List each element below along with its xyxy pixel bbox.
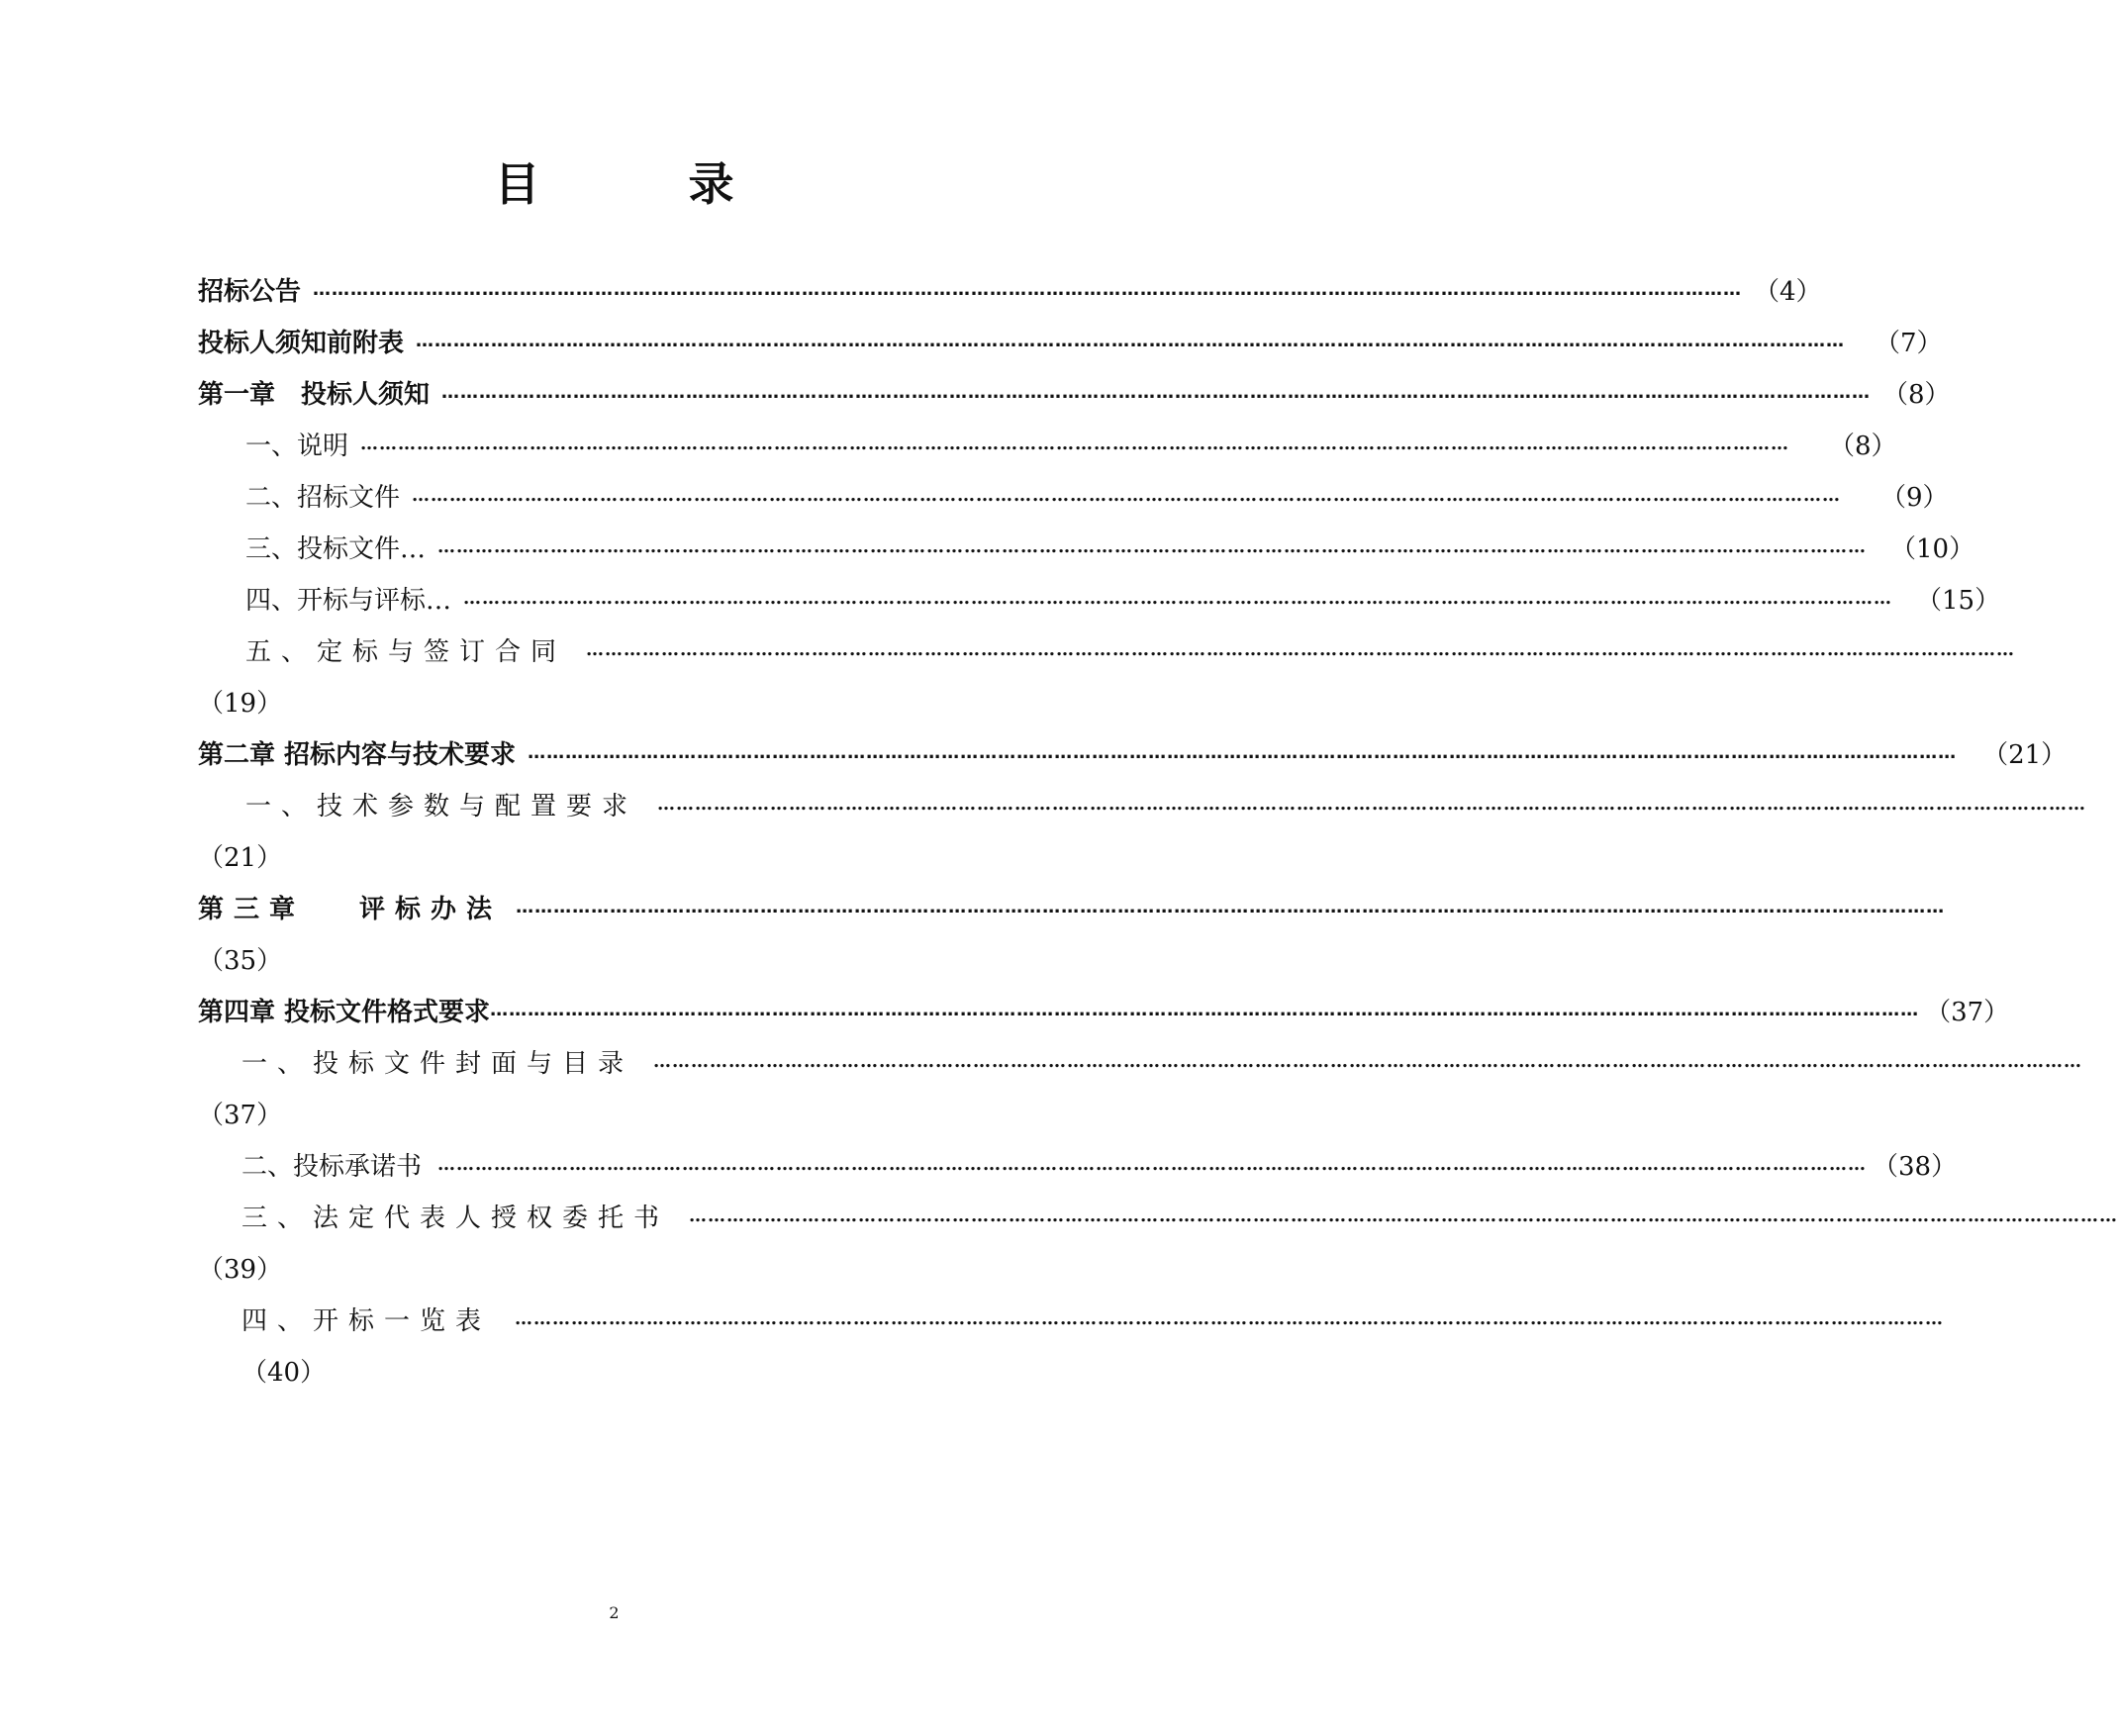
toc-entry-label: 第四章 投标文件格式要求: [198, 997, 491, 1027]
toc-page-number: （15）: [1916, 585, 2001, 616]
title-char-1: 目: [494, 157, 540, 211]
toc-entry[interactable]: [198, 732, 2068, 772]
toc-entry-label: 二、投标承诺书: [241, 1151, 423, 1182]
toc-leader-dots: …………………………………………………………………………………………………………………………………………………………………………………………………………: [360, 433, 1790, 454]
toc-entry[interactable]: [241, 1196, 2118, 1235]
toc-page-number: （9）: [1880, 482, 1949, 513]
toc-entry-label: 一、说明: [245, 431, 349, 461]
toc-entry[interactable]: [198, 990, 2010, 1029]
toc-page-number: （38）: [1873, 1151, 1958, 1182]
toc-page-number: （39）: [198, 1254, 283, 1285]
toc-entry-label: 投标人须知前附表: [198, 328, 405, 358]
toc-leader-dots: …………………………………………………………………………………………………………………………………………………………………………………………………………: [516, 896, 1946, 917]
toc-leader-dots: …………………………………………………………………………………………………………………………………………………………………………………………………………: [689, 1205, 2118, 1226]
toc-entry[interactable]: [245, 629, 2016, 669]
toc-entry[interactable]: [198, 269, 1822, 309]
toc-leader-dots: …………………………………………………………………………………………………………………………………………………………………………………………………………: [437, 1153, 1868, 1175]
toc-leader-dots: …………………………………………………………………………………………………………………………………………………………………………………………………………: [441, 381, 1872, 403]
toc-leader-dots: …………………………………………………………………………………………………………………………………………………………………………………………………………: [437, 535, 1868, 557]
toc-entry-label: 第二章 招标内容与技术要求: [198, 739, 517, 770]
toc-page-number: （40）: [241, 1357, 327, 1388]
toc-entry-label: 一、技术参数与配置要求: [245, 791, 638, 821]
toc-entry-label: 四、开标与评标…: [245, 585, 452, 616]
toc-page-number: （8）: [1829, 431, 1897, 461]
toc-entry[interactable]: [245, 527, 1975, 566]
toc-page-number-wrapped: [241, 1350, 360, 1390]
toc-page-number: （21）: [1982, 739, 2068, 770]
toc-leader-dots: …………………………………………………………………………………………………………………………………………………………………………………………………………: [313, 278, 1743, 300]
title-char-2: 录: [688, 157, 734, 211]
toc-entry[interactable]: [245, 424, 1897, 463]
toc-entry-label: 第三章 评标办法: [198, 894, 503, 924]
toc-entry[interactable]: [198, 372, 1951, 412]
toc-entry[interactable]: [241, 1299, 1945, 1338]
toc-entry-label: 五、定标与签订合同: [245, 636, 567, 667]
toc-page-number: （35）: [198, 945, 283, 976]
toc-page-number: （10）: [1890, 533, 1975, 564]
toc-entry-label: 招标公告: [198, 276, 302, 307]
toc-page-number: （37）: [1925, 997, 2010, 1027]
toc-leader-dots: …………………………………………………………………………………………………………………………………………………………………………………………………………: [528, 741, 1958, 763]
toc-page-number-wrapped: [198, 1247, 317, 1287]
toc-entry[interactable]: [241, 1144, 1958, 1184]
page-number: 2: [609, 1603, 620, 1622]
toc-page-number: （21）: [198, 842, 283, 873]
toc-entry-label: 二、招标文件: [245, 482, 401, 513]
toc-entry[interactable]: [198, 887, 1946, 926]
toc-page-number-wrapped: [198, 835, 317, 875]
toc-page-number-wrapped: [198, 1093, 317, 1132]
toc-entry-label: 三、投标文件…: [245, 533, 427, 564]
toc-leader-dots: …………………………………………………………………………………………………………………………………………………………………………………………………………: [653, 1050, 2083, 1072]
toc-leader-dots: …………………………………………………………………………………………………………………………………………………………………………………………………………: [515, 1307, 1945, 1329]
toc-entry-label: 一、投标文件封面与目录: [241, 1048, 634, 1079]
toc-leader-dots: …………………………………………………………………………………………………………………………………………………………………………………………………………: [586, 638, 2016, 660]
toc-page-number: （19）: [198, 688, 283, 719]
toc-leader-dots: …………………………………………………………………………………………………………………………………………………………………………………………………………: [490, 999, 1920, 1020]
toc-leader-dots: …………………………………………………………………………………………………………………………………………………………………………………………………………: [416, 330, 1846, 351]
toc-page-number-wrapped: [198, 681, 317, 721]
toc-page-number: （37）: [198, 1100, 283, 1130]
toc-page-number: （7）: [1875, 328, 1943, 358]
toc-page-number: （8）: [1882, 379, 1951, 410]
toc-entry[interactable]: [245, 578, 2001, 618]
toc-page-number: （4）: [1754, 276, 1822, 307]
toc-entry[interactable]: [241, 1041, 2083, 1081]
toc-leader-dots: …………………………………………………………………………………………………………………………………………………………………………………………………………: [463, 587, 1893, 609]
toc-entry-label: 四、开标一览表: [241, 1305, 492, 1336]
toc-entry[interactable]: [245, 475, 1949, 515]
toc-entry[interactable]: [245, 784, 2087, 823]
toc-leader-dots: …………………………………………………………………………………………………………………………………………………………………………………………………………: [412, 484, 1842, 506]
toc-entry[interactable]: [198, 321, 1943, 360]
toc-entry-label: 三、法定代表人授权委托书: [241, 1203, 670, 1233]
toc-entry-label: 第一章 投标人须知: [198, 379, 431, 410]
page-title: [0, 148, 1228, 214]
toc-page-number-wrapped: [198, 938, 317, 978]
toc-leader-dots: …………………………………………………………………………………………………………………………………………………………………………………………………………: [657, 793, 2087, 815]
